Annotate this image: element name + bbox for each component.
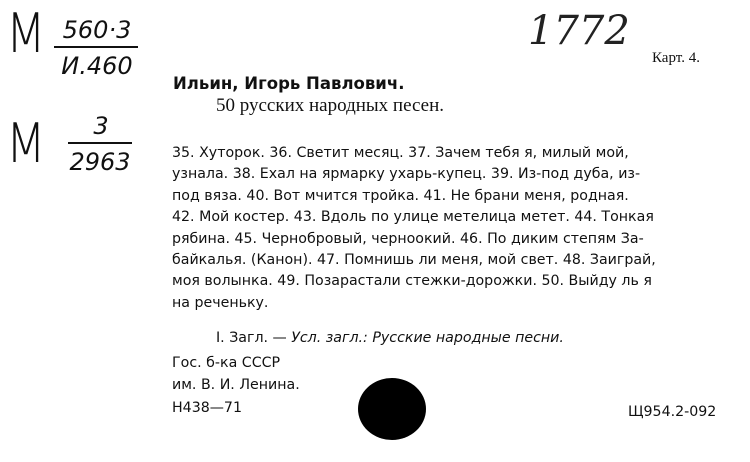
book-title: 50 русских народных песен.	[216, 95, 445, 116]
shelf-mark-1-top: 560·3	[62, 16, 132, 44]
order-code: Н438—71	[172, 400, 242, 416]
handwritten-number: 1772	[528, 8, 630, 54]
contents-line: 35. Хуторок. 36. Светит месяц. 37. Зачем тебя я, милый мой,	[172, 145, 629, 161]
shelf-mark-2-top: 3	[93, 112, 109, 140]
title-note-italic: Усл. загл.: Русские народные песни.	[291, 330, 564, 346]
contents-line: байкалья. (Канон). 47. Помнишь ли меня, мой свет. 48. Заиграй,	[172, 252, 656, 269]
punch-hole	[358, 378, 426, 440]
shelf-mark-2-divider	[68, 142, 132, 144]
contents-line: моя волынка. 49. Позарастали стежки-дорожки. 50. Выйду ль я	[172, 273, 652, 290]
contents-line: 42. Мой костер. 43. Вдоль по улице метелица метет. 44. Тонкая	[172, 209, 654, 226]
shelf-mark-1-divider	[54, 46, 138, 48]
shelf-mark-2-letter: M	[6, 112, 46, 175]
author-heading: Ильин, Игорь Павлович.	[173, 74, 405, 93]
contents-list	[172, 143, 742, 314]
shelf-mark-1-bottom: И.460	[61, 52, 133, 80]
contents-line: на реченьку.	[172, 294, 269, 311]
shelf-mark-1-letter: M	[6, 2, 46, 65]
library-block	[172, 352, 300, 396]
contents-line: под вяза. 40. Вот мчится тройка. 41. Не брани меня, родная.	[172, 187, 629, 204]
library-line-2: им. В. И. Ленина.	[172, 377, 300, 393]
contents-line: узнала. 38. Ехал на ярмарку ухарь-купец. 39. Из-под дуба, из-	[172, 166, 641, 183]
catalog-code: Щ954.2-092	[628, 404, 717, 420]
title-note	[216, 330, 564, 346]
contents-line: рябина. 45. Чернобровый, черноокий. 46. По диким степям За-	[172, 230, 644, 247]
library-line-1: Гос. б-ка СССР	[172, 355, 281, 371]
card-number: Карт. 4.	[652, 50, 700, 66]
title-note-prefix: I. Загл. —	[216, 330, 292, 346]
shelf-mark-2-bottom: 2963	[69, 148, 131, 176]
